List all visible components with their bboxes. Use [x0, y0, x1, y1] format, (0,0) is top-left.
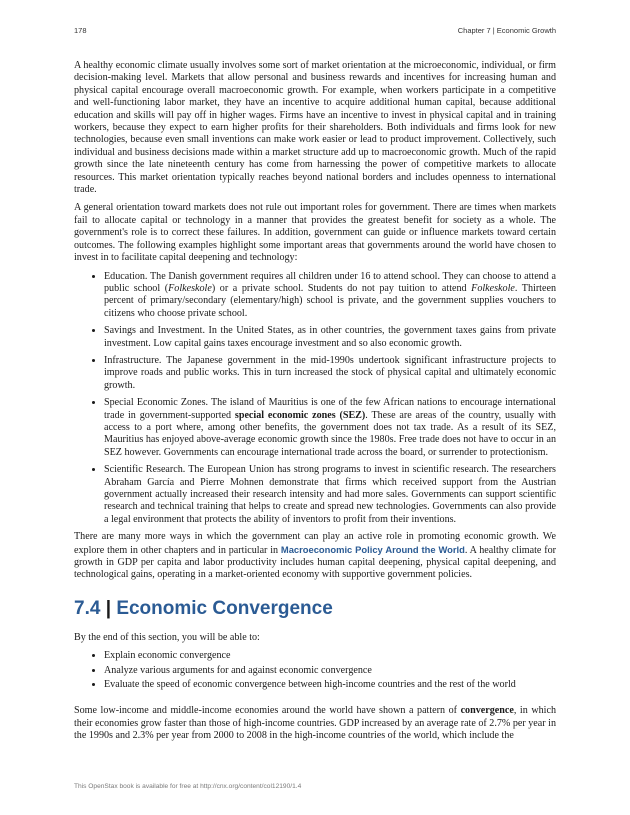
list-item-research: • Scientific Research. The European Union has strong programs to invest in scientific research. The researchers Abraham García and Pierre Mohnen demonstrate that firms which received support from the Austrian government actually increased their research intensity and had more sales. Governments can support scientific research and technical training that helps to create and spread new technologies. Governments can also provide a legal environment that protects the ability of inventors to profit from their inventions. — [104, 464, 556, 526]
key-term-sez: special economic zones (SEZ) — [234, 409, 366, 421]
objectives-intro: By the end of this section, you will be able to: — [74, 631, 260, 643]
key-term-convergence: convergence — [460, 705, 514, 717]
text-fragment: Education. The Danish government requires all children under 16 to attend school. They can choose to attend a public school ( — [104, 270, 556, 294]
page-content — [74, 60, 556, 749]
list-item-savings: • Savings and Investment. In the United States, as in other countries, the government taxes gains from private investment. Low capital gains taxes encourage investment and so also economic growth. — [104, 325, 556, 350]
learning-objectives-list — [74, 650, 556, 691]
list-item-infrastructure: • Infrastructure. The Japanese government in the mid-1990s undertook significant infrastructure projects to improve roads and public works. This in turn increased the stock of physical capital and ultimately economic growth. — [104, 355, 556, 392]
section-title: Economic Convergence — [116, 597, 333, 619]
page-footer: This OpenStax book is available for free at http://cnx.org/content/col12190/1.4 — [74, 783, 302, 790]
text-fragment: Special Economic Zones. The island of Mauritius is one of the few African nations to encourage international trade in government-supported — [104, 397, 556, 421]
paragraph-government-role: A general orientation toward markets does not rule out important roles for government. There are times when markets fail to allocate capital or technology in a manner that provides the greatest benefit for society as a whole. The government's role is to correct these failures. In addition, government can guide or influence markets toward certain outcomes. The following examples highlight some important areas that governments around the world have chosen to invest in to facilitate capital deepening and technology: — [74, 202, 556, 264]
list-item-education — [104, 271, 556, 321]
text-fragment: . A healthy climate for growth in GDP per capita and labor productivity includes human capital deepening, physical capital deepening, and technological gains, operating in a market-oriented economy with supportive government policies. — [74, 544, 556, 581]
paragraph-market-orientation: A healthy economic climate usually involves some sort of market orientation at the microeconomic, individual, or firm decision-making level. Markets that allow personal and business rewards and incentives for increasing human and physical capital encourage overall macroeconomic growth. For example, when workers participate in a competitive and well-functioning labor market, they have an incentive to acquire additional human capital, because additional education and skills will pay off in higher wages. Firms have an incentive to invest in physical capital and in training workers, because they expect to earn higher profits for their shareholders. Both individuals and firms look for new technologies, because even small inventions can make work easier or lead to product improvement. Collectively, such individual and business decisions made within a market structure add up to macroeconomic growth. Much of the rapid growth since the late nineteenth century has come from harnessing the power of competitive markets to allocate resources. This market orientation typically reaches beyond national borders and includes openness to international trade. — [74, 60, 556, 196]
list-item-sez — [104, 397, 556, 459]
section-heading — [74, 598, 556, 620]
text-fragment: . Thirteen percent of primary/secondary (elementary/high) school is private, and the government supplies vouchers to citizens who choose private school. — [104, 282, 556, 319]
text-fragment: ) or a private school. Students do not pay tuition to attend — [211, 282, 472, 294]
term-folkeskole: Folkeskole — [471, 282, 515, 294]
paragraph-government-active-role — [74, 531, 556, 582]
text-fragment: . These are areas of the country, usually with access to a port where, among other benefits, the government does not tax trade. As a result of its SEZ, Mauritius has enjoyed above-average economic growth since the 1980s. Free trade does not have to occur in an SEZ however. Governments can encourage international trade across the board, or surrender to protectionism. — [104, 409, 556, 458]
text-fragment: , in which their economies grow faster than those of high-income countries. GDP increased by an average rate of 2.7% per year in the 1990s and 2.3% per year from 2000 to 2008 in the high-income countries of the world, which include the — [74, 705, 556, 742]
chapter-header: Chapter 7 | Economic Growth — [457, 26, 556, 35]
objective-item: • Evaluate the speed of economic convergence between high-income countries and the rest of the world — [104, 679, 556, 691]
text-fragment: Some low-income and middle-income economies around the world have shown a pattern of — [74, 705, 461, 717]
section-number: 7.4 — [74, 597, 101, 619]
text-fragment: There are many more ways in which the government can play an active role in promoting economic growth. We explore them in other chapters and in particular in — [74, 531, 556, 556]
term-folkeskole: Folkeskole — [168, 282, 212, 294]
section-divider: | — [105, 597, 112, 619]
spacer — [74, 695, 556, 705]
paragraph-convergence — [74, 705, 556, 742]
chapter-link[interactable]: Macroeconomic Policy Around the World — [280, 543, 465, 555]
objective-item: • Analyze various arguments for and against economic convergence — [104, 665, 556, 677]
objective-item: • Explain economic convergence — [104, 650, 556, 662]
government-examples-list — [74, 271, 556, 527]
page-number: 178 — [74, 26, 87, 35]
